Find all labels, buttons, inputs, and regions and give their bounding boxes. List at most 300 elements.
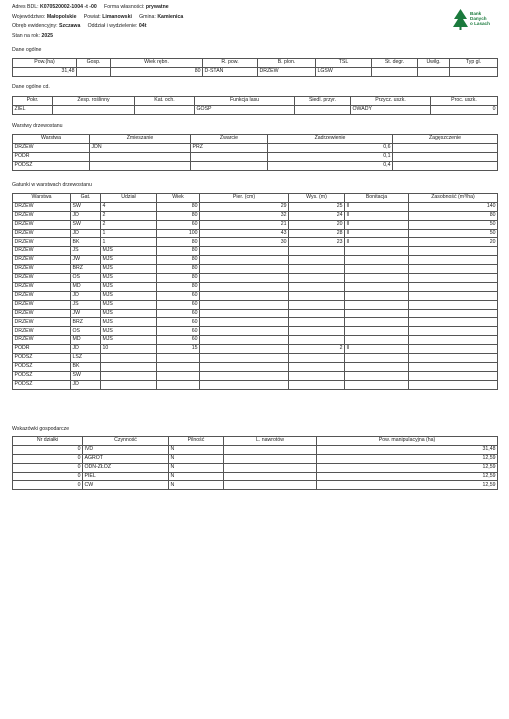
table-cell — [289, 274, 345, 283]
table-cell: 31,48 — [13, 67, 77, 76]
table-cell: MJS — [101, 282, 157, 291]
table-cell: 12,59 — [317, 472, 498, 481]
table-cell — [200, 318, 289, 327]
gmina-value: Kamienica — [157, 13, 184, 20]
table-cell: 60 — [157, 336, 200, 345]
table-cell — [289, 327, 345, 336]
table-cell — [289, 336, 345, 345]
table-cell: II — [345, 238, 409, 247]
table-cell — [157, 380, 200, 389]
table-cell — [200, 291, 289, 300]
table-cell: 25 — [289, 202, 345, 211]
table-row — [13, 336, 498, 345]
table-cell: MJS — [101, 300, 157, 309]
column-header: TSL — [316, 59, 372, 68]
table-cell: MJS — [101, 327, 157, 336]
column-header: Proc. uszk. — [431, 97, 498, 106]
table-cell — [345, 380, 409, 389]
table-row — [13, 202, 498, 211]
table-cell: N — [169, 472, 224, 481]
table-cell — [409, 300, 498, 309]
obreb-value: Szczawa — [59, 23, 81, 30]
table-cell: DRZEW — [13, 202, 71, 211]
table-cell — [345, 309, 409, 318]
table-cell — [289, 282, 345, 291]
table-cell: DRZEW — [13, 256, 71, 265]
table-cell: 0 — [13, 454, 83, 463]
table-cell — [409, 291, 498, 300]
table-cell — [295, 105, 351, 114]
table-row — [13, 238, 498, 247]
table-cell: 140 — [409, 202, 498, 211]
table-cell: 0 — [13, 472, 83, 481]
table-cell: 2 — [101, 211, 157, 220]
column-header: Warstwa — [13, 194, 71, 203]
table-cell: BK — [71, 362, 101, 371]
table-cell: OWADY — [351, 105, 431, 114]
table-cell: II — [345, 345, 409, 354]
table-cell — [289, 247, 345, 256]
table-cell: 60 — [157, 309, 200, 318]
table-cell — [200, 256, 289, 265]
table-cell: 29 — [200, 202, 289, 211]
table-row — [13, 256, 498, 265]
table-cell — [409, 247, 498, 256]
table-cell — [393, 152, 498, 161]
table-cell — [409, 371, 498, 380]
table-cell — [450, 67, 498, 76]
table-row — [13, 229, 498, 238]
table-cell: 80 — [157, 202, 200, 211]
column-header: Zwarcie — [191, 135, 268, 144]
table-cell — [345, 318, 409, 327]
column-header: Pokr. — [13, 97, 53, 106]
table-cell: MJS — [101, 256, 157, 265]
table-cell: 15 — [157, 345, 200, 354]
column-header: R. pow. — [203, 59, 258, 68]
table-cell: PODSZ — [13, 362, 71, 371]
table-cell: PODSZ — [13, 354, 71, 363]
table-cell: 0 — [13, 463, 83, 472]
table-row — [13, 309, 498, 318]
table-cell — [409, 327, 498, 336]
table-cell — [200, 265, 289, 274]
woj-value: Małopolskie — [46, 13, 77, 20]
table-row — [13, 345, 498, 354]
column-header: Zesp. roślinny — [53, 97, 135, 106]
table-cell: DRZEW — [13, 336, 71, 345]
table-cell: JW — [71, 256, 101, 265]
table-wskazowki — [12, 436, 498, 490]
table-cell: JD — [71, 345, 101, 354]
table-cell — [101, 380, 157, 389]
column-header: Zasobność (m³/ha) — [409, 194, 498, 203]
table-cell: MD — [71, 282, 101, 291]
table-cell: LGŚW — [316, 67, 372, 76]
table-cell: DRZEW — [13, 300, 71, 309]
table-row — [13, 265, 498, 274]
table-row — [13, 143, 498, 152]
table-row — [13, 318, 498, 327]
table-cell: 80 — [157, 282, 200, 291]
table-cell — [345, 371, 409, 380]
table-cell: ZIEL — [13, 105, 53, 114]
column-header: Gosp. — [77, 59, 111, 68]
table-cell — [409, 380, 498, 389]
woj-label: Województwo: — [12, 13, 46, 20]
column-header: B. plon. — [258, 59, 316, 68]
table-cell: SW — [71, 371, 101, 380]
table-cell — [200, 247, 289, 256]
column-header: Zagęszczenie — [393, 135, 498, 144]
table-cell: 4 — [101, 202, 157, 211]
table-cell: 2 — [101, 220, 157, 229]
table-cell: 32 — [200, 211, 289, 220]
table-cell — [101, 362, 157, 371]
table-cell: CW — [83, 481, 169, 490]
table-cell — [90, 152, 191, 161]
table-row — [13, 472, 498, 481]
column-header: Przycz. uszk. — [351, 97, 431, 106]
table-dane-ogolne-cd — [12, 96, 498, 115]
column-header: Pow.(ha) — [13, 59, 77, 68]
oddzial-value: 04t — [138, 23, 147, 30]
table-cell: 1 — [101, 238, 157, 247]
tree-icon — [452, 8, 469, 30]
table-cell: PODSZ — [13, 380, 71, 389]
table-cell: 10 — [101, 345, 157, 354]
table-cell — [200, 300, 289, 309]
table-cell: JS — [71, 300, 101, 309]
table-cell: 12,59 — [317, 454, 498, 463]
table-cell: 1 — [101, 229, 157, 238]
table-cell — [200, 362, 289, 371]
table-row — [13, 274, 498, 283]
table-cell — [289, 291, 345, 300]
table-cell: 30 — [200, 238, 289, 247]
table-cell — [101, 354, 157, 363]
table-cell: 12,59 — [317, 481, 498, 490]
table-cell — [200, 309, 289, 318]
table-cell — [409, 362, 498, 371]
table-cell: DRZEW — [13, 309, 71, 318]
table-cell: 12,59 — [317, 463, 498, 472]
table-cell — [409, 256, 498, 265]
table-cell: DRZEW — [13, 318, 71, 327]
table-cell: JD — [71, 211, 101, 220]
table-cell: N — [169, 454, 224, 463]
forma-label: Forma własności: — [104, 4, 145, 10]
table-cell — [345, 336, 409, 345]
table-cell: BK — [71, 238, 101, 247]
table-cell — [200, 354, 289, 363]
table-cell: 0 — [13, 481, 83, 490]
column-header: Bonitacja — [345, 194, 409, 203]
table-row — [13, 463, 498, 472]
table-cell — [345, 291, 409, 300]
column-header: Pilność — [169, 437, 224, 446]
table-cell: BRZ — [71, 318, 101, 327]
table-cell — [200, 371, 289, 380]
table-cell — [191, 152, 268, 161]
table-cell — [345, 247, 409, 256]
table-cell — [409, 345, 498, 354]
table-cell — [200, 282, 289, 291]
table-cell — [90, 161, 191, 170]
table-cell: BRZ — [71, 265, 101, 274]
table-cell — [53, 105, 135, 114]
table-cell — [200, 327, 289, 336]
table-row — [13, 327, 498, 336]
table-cell: AGROT — [83, 454, 169, 463]
stan-label: Stan na rok: — [12, 32, 40, 39]
table-cell — [289, 265, 345, 274]
table-cell — [157, 362, 200, 371]
oddzial-label: Oddział i wydzielenie: — [87, 23, 138, 30]
table-cell: 80 — [157, 247, 200, 256]
forma-value: prywatne — [145, 4, 169, 10]
section-title-dane-ogolne: Dane ogólne — [12, 47, 42, 53]
gmina-label: Gmina: — [139, 13, 156, 20]
table-cell: OS — [71, 327, 101, 336]
table-cell: 80 — [157, 256, 200, 265]
table-cell: GOSP — [195, 105, 295, 114]
table-cell: DRZEW — [13, 265, 71, 274]
table-cell: MD — [71, 336, 101, 345]
column-header: Wys. (m) — [289, 194, 345, 203]
table-cell: DRZEW — [13, 327, 71, 336]
table-cell — [345, 265, 409, 274]
table-cell: PODR — [13, 345, 71, 354]
column-header: Warstwa — [13, 135, 90, 144]
header-line-2 — [12, 13, 183, 23]
table-cell: 24 — [289, 211, 345, 220]
table-cell: JW — [71, 309, 101, 318]
table-row — [13, 67, 498, 76]
table-cell: JD — [71, 380, 101, 389]
table-cell: MJS — [101, 265, 157, 274]
table-cell — [345, 362, 409, 371]
powiat-label: Powiat: — [83, 13, 101, 20]
table-cell: OS — [71, 274, 101, 283]
table-cell: 80 — [111, 67, 203, 76]
table-cell: 0 — [13, 445, 83, 454]
table-cell: JD — [71, 291, 101, 300]
table-cell: 31,48 — [317, 445, 498, 454]
table-cell — [409, 309, 498, 318]
table-cell: 23 — [289, 238, 345, 247]
table-row — [13, 220, 498, 229]
table-cell: DRZEW — [13, 238, 71, 247]
table-row — [13, 481, 498, 490]
table-cell: MJS — [101, 336, 157, 345]
table-warstwy — [12, 134, 498, 171]
table-cell — [191, 161, 268, 170]
adres-value: K070520002-1004 -t -00 — [39, 4, 97, 10]
table-cell: II — [345, 229, 409, 238]
table-row — [13, 371, 498, 380]
table-cell — [157, 371, 200, 380]
table-cell: N — [169, 445, 224, 454]
column-header: Pier. (cm) — [200, 194, 289, 203]
table-cell: 50 — [409, 220, 498, 229]
table-cell: JD — [71, 229, 101, 238]
table-cell — [224, 472, 317, 481]
table-cell: LSZ — [71, 354, 101, 363]
column-header: St. degr. — [372, 59, 418, 68]
table-cell — [224, 454, 317, 463]
table-row — [13, 105, 498, 114]
table-dane-ogolne — [12, 58, 498, 77]
table-cell: DRZEW — [258, 67, 316, 76]
table-cell — [393, 143, 498, 152]
section-title-dane-ogolne-cd: Dane ogólne cd. — [12, 84, 50, 90]
table-cell — [289, 380, 345, 389]
table-cell: N — [169, 481, 224, 490]
table-cell — [200, 274, 289, 283]
adres-label: Adres BDL: — [12, 4, 39, 10]
table-cell: 60 — [157, 300, 200, 309]
table-cell — [224, 463, 317, 472]
table-cell: 60 — [157, 291, 200, 300]
table-cell: II — [345, 202, 409, 211]
table-cell: 80 — [409, 211, 498, 220]
table-cell: IVD — [83, 445, 169, 454]
table-cell: 80 — [157, 274, 200, 283]
column-header: Funkcja lasu — [195, 97, 295, 106]
column-header: Uwilg. — [418, 59, 450, 68]
table-cell — [345, 327, 409, 336]
table-cell — [345, 282, 409, 291]
table-cell: 2 — [289, 345, 345, 354]
table-cell: DRZEW — [13, 274, 71, 283]
table-cell: 0,6 — [268, 143, 393, 152]
table-cell — [409, 318, 498, 327]
table-cell: PIEL — [83, 472, 169, 481]
table-cell — [345, 300, 409, 309]
table-row — [13, 291, 498, 300]
table-cell: MJS — [101, 309, 157, 318]
column-header: Nr działki — [13, 437, 83, 446]
column-header: Typ gl. — [450, 59, 498, 68]
table-cell: 28 — [289, 229, 345, 238]
table-cell — [409, 282, 498, 291]
table-cell — [409, 265, 498, 274]
table-cell: II — [345, 220, 409, 229]
table-cell — [289, 318, 345, 327]
table-cell: N — [169, 463, 224, 472]
header-info — [12, 3, 183, 41]
table-cell: JS — [71, 247, 101, 256]
table-cell — [224, 445, 317, 454]
section-title-wskazowki: Wskazówki gospodarcze — [12, 426, 70, 432]
table-cell — [200, 336, 289, 345]
table-cell: 100 — [157, 229, 200, 238]
table-cell: 20 — [289, 220, 345, 229]
table-cell: 60 — [157, 327, 200, 336]
table-cell — [135, 105, 195, 114]
table-cell — [289, 371, 345, 380]
table-cell: DRZEW — [13, 282, 71, 291]
table-row — [13, 247, 498, 256]
table-cell: JDN — [90, 143, 191, 152]
table-cell: DRZEW — [13, 220, 71, 229]
table-cell: 21 — [200, 220, 289, 229]
table-row — [13, 380, 498, 389]
table-cell: II — [345, 211, 409, 220]
table-cell: 20 — [409, 238, 498, 247]
table-cell: DRZEW — [13, 143, 90, 152]
table-row — [13, 454, 498, 463]
column-header: Zmieszanie — [90, 135, 191, 144]
table-cell — [409, 274, 498, 283]
logo-text — [470, 11, 498, 26]
column-header: Wiek rębn. — [111, 59, 203, 68]
table-cell — [418, 67, 450, 76]
section-title-warstwy: Warstwy drzewostanu — [12, 123, 63, 129]
table-cell — [409, 354, 498, 363]
table-cell — [345, 256, 409, 265]
powiat-value: Limanowski — [102, 13, 132, 20]
table-cell: 60 — [157, 220, 200, 229]
header-line-4 — [12, 32, 183, 42]
table-row — [13, 362, 498, 371]
table-row — [13, 445, 498, 454]
table-cell — [345, 274, 409, 283]
table-row — [13, 300, 498, 309]
table-cell — [289, 256, 345, 265]
table-cell: ODN-ZŁOŻ — [83, 463, 169, 472]
table-cell: 80 — [157, 238, 200, 247]
table-cell: PRZ — [191, 143, 268, 152]
logo-line-2: o Lasach — [470, 21, 490, 26]
table-cell: 80 — [157, 265, 200, 274]
table-cell: 60 — [157, 318, 200, 327]
column-header: L. nawrotów — [224, 437, 317, 446]
table-gatunki — [12, 193, 498, 390]
table-cell: PODSZ — [13, 371, 71, 380]
table-cell — [157, 354, 200, 363]
table-cell: 0,4 — [268, 161, 393, 170]
table-cell: 43 — [200, 229, 289, 238]
column-header: Gat. — [71, 194, 101, 203]
table-cell — [200, 380, 289, 389]
table-cell: PODR — [13, 152, 90, 161]
stan-value: 2025 — [41, 32, 53, 39]
table-row — [13, 282, 498, 291]
column-header: Kat. och. — [135, 97, 195, 106]
table-cell — [200, 345, 289, 354]
column-header: Siedl. przyr. — [295, 97, 351, 106]
table-cell: DRZEW — [13, 229, 71, 238]
header-line-1 — [12, 3, 183, 13]
column-header: Udział — [101, 194, 157, 203]
section-title-gatunki: Gatunki w warstwach drzewostanu — [12, 182, 92, 188]
column-header: Czynność — [83, 437, 169, 446]
column-header: Pow. manipulacyjna (ha) — [317, 437, 498, 446]
table-row — [13, 211, 498, 220]
table-cell: DRZEW — [13, 247, 71, 256]
table-cell: 0,1 — [268, 152, 393, 161]
bdl-logo[interactable] — [452, 8, 498, 30]
table-cell: 80 — [157, 211, 200, 220]
table-cell — [345, 354, 409, 363]
table-cell: MJS — [101, 274, 157, 283]
column-header: Zadrzewienie — [268, 135, 393, 144]
table-cell: MJS — [101, 318, 157, 327]
header-line-3 — [12, 22, 183, 32]
table-cell — [393, 161, 498, 170]
